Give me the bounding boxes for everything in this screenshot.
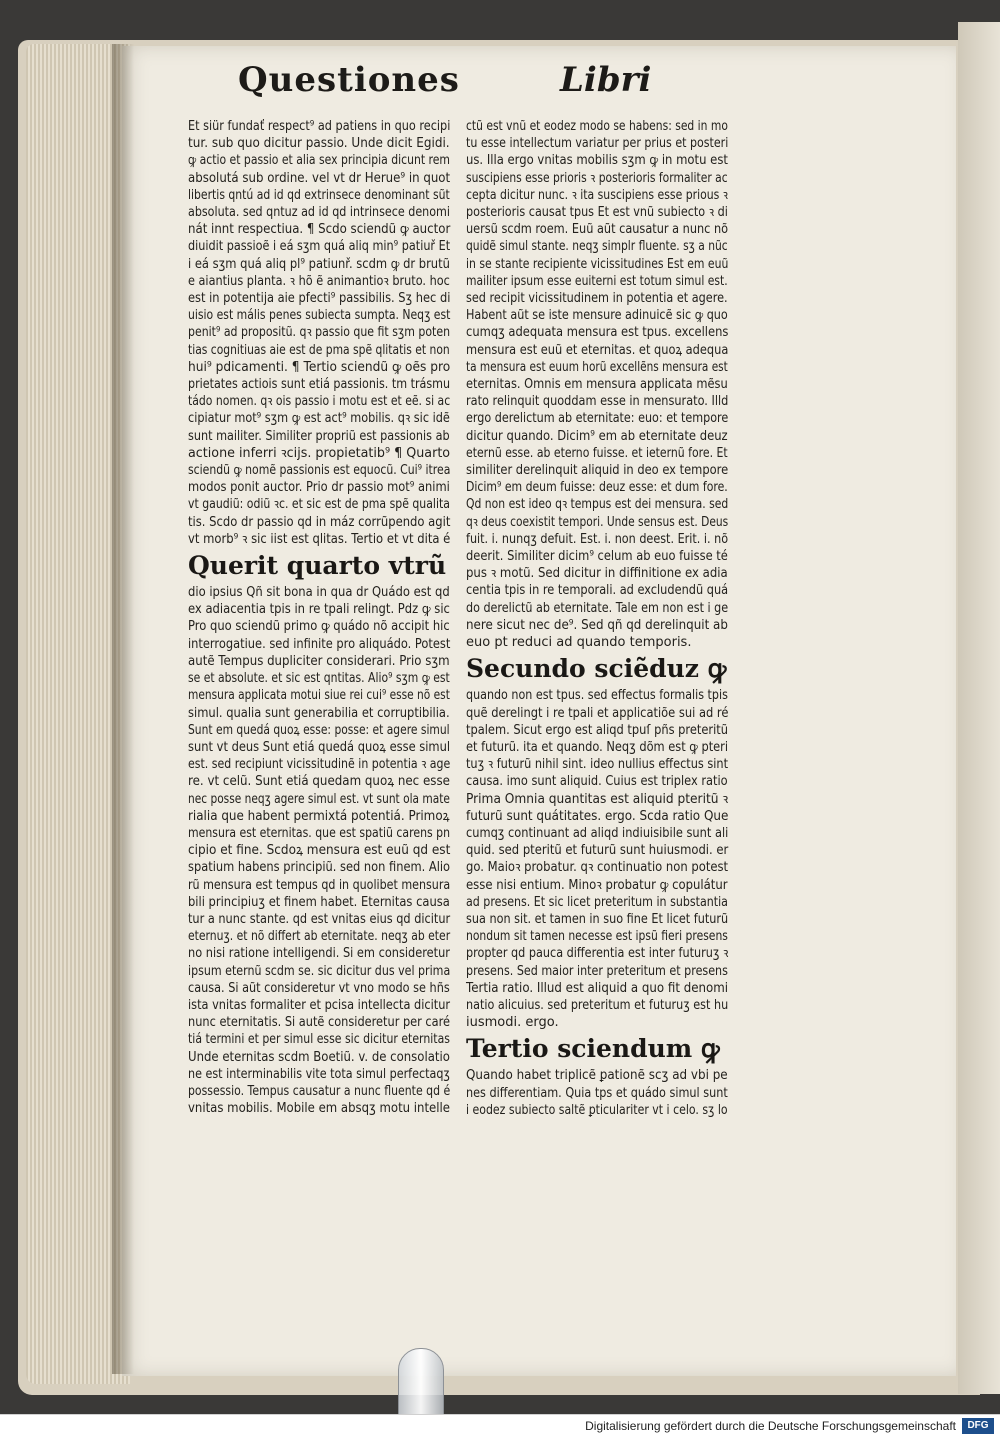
running-head-right: Libri (560, 60, 652, 100)
text-line: rialia que habent permixtá potentiá. Primoꝝ (188, 808, 450, 824)
text-line: ex adiacentia tpis in re tpali relingt. Pdz ꝙ sic (188, 602, 450, 618)
text-line: nunc eternitatis. Si autẽ consideretur per caré (188, 1015, 451, 1031)
funding-credit: Digitalisierung gefördert durch die Deutsche Forschungsgemeinschaft (585, 1419, 956, 1433)
text-line: i eodez subiecto saltẽ ꝑticulariter vt i celo. sʒ lo (466, 1102, 728, 1118)
text-line: mensura applicata motui siue rei cui⁹ esse nõ est (188, 688, 450, 704)
text-line: libertis qntú ad id qd extrinsece denominant sũt (188, 187, 450, 203)
text-line: presens. Sed maior inter preteritum et presens (466, 963, 728, 979)
right-paragraph-2 (466, 687, 728, 1031)
text-line: penit⁹ ad propositũ. qꝛ passio que fit sʒm poten (188, 325, 451, 341)
text-line: ne est interminabilis vite tota simul perfectaqʒ (188, 1066, 450, 1082)
text-line: tur a nunc stante. qd est vnitas eius qd dicitur (188, 911, 451, 927)
text-line: nát innt respectiua. ¶ Scdo sciendũ ꝙ auctor (188, 222, 451, 238)
text-line: fuit. i. nunqʒ defuit. Est. i. non deest. Erit. i. nõ (466, 531, 729, 547)
text-line: possessio. Tempus causatur a nunc fluente qd é (188, 1083, 451, 1099)
text-line: cumqʒ adequata mensura est tpus. excellens (466, 325, 729, 341)
running-head-left: Questiones (238, 60, 460, 100)
text-line: re. vt celũ. Sunt etiá quedam quoꝝ nec esse (188, 774, 450, 790)
right-paragraph-3 (466, 1067, 728, 1119)
section-heading-secundo: Secundo sciẽduz ꝙ (466, 654, 727, 684)
text-line: centia tpis in re temporali. ad excludendũ quá (466, 583, 729, 599)
text-line: interrogatiue. sed infinite pro aliquádo. Potest (188, 636, 451, 652)
text-line: qꝛ deus coexistit tempori. Unde sensus est. Deus (466, 514, 729, 530)
text-line: Habent aũt se iste mensure adinuicẽ sic ꝙ quo (466, 308, 728, 324)
text-line: est in potentija aie pfecti⁹ passibilis. Sʒ hec di (188, 291, 451, 307)
text-line: e aiantius planta. ꝛ hõ ẽ animantioꝛ bruto. hoc (188, 273, 450, 289)
text-line: mensura est eternitas. que est spatiũ carens pn (188, 825, 451, 841)
text-line: mailiter ipsum esse euiterni est totum simul est. (466, 273, 728, 289)
dfg-logo: DFG (962, 1418, 994, 1434)
text-line: Unde eternitas scdm Boetiũ. v. de consolatio (188, 1049, 450, 1065)
text-line: hui⁹ pdicamenti. ¶ Tertio sciendũ ꝙ oẽs pro (188, 359, 451, 375)
text-line: se et absolute. et sic est qntitas. Alio⁹ sʒm ꝙ est (188, 671, 450, 687)
text-line: actione inferri ꝛcijs. propietatib⁹ ¶ Quarto (188, 445, 451, 461)
text-line: spatium habens principiũ. sed non finem. Alio (188, 860, 451, 876)
text-line: est. sed recipiunt vicissitudinẽ in potentia ꝛ age (188, 757, 451, 773)
text-line: esse nisi entium. Minoꝛ probatur ꝙ copulátur (466, 877, 728, 893)
text-line: Dicim⁹ em deum fuisse: deuz esse: et dum fore. (466, 480, 728, 496)
footer-bar (0, 1414, 1000, 1438)
text-line: deerit. Similiter dicim⁹ celum ab euo fuisse té (466, 549, 728, 565)
text-line: sed recipit vicissitudinem in potentia et agere. (466, 291, 728, 307)
text-line: et futurũ. ita et quando. Neqʒ dõm est ꝙ pteri (466, 739, 729, 755)
text-line: simul. qualia sunt generabilia et corruptibilia. (188, 705, 450, 721)
text-line: uisio est mális penes subiecta sumpta. Neqʒ est (188, 308, 451, 324)
text-line: nec posse neqʒ agere simul est. vt sunt ola mate (188, 791, 450, 807)
left-paragraph-1 (188, 118, 450, 548)
text-line: sua non sit. et tamen in suo fine Et licet futurũ (466, 911, 729, 927)
left-text-column (188, 118, 451, 1117)
text-line: i eá sʒm quá aliq pl⁹ patiunř. scdm ꝙ dr brutũ (188, 256, 450, 272)
text-line: cipiatur mot⁹ sʒm ꝙ est act⁹ mobilis. qꝛ sic idẽ (188, 411, 450, 427)
text-line: sunt mailiter. Similiter propriũ est passionis ab (188, 428, 450, 444)
text-line: eternitas. Omnis em mensura applicata mẽsu (466, 377, 728, 393)
facing-page-edge (958, 22, 1000, 1394)
text-line: dicitur quando. Dicim⁹ em ab eternitate deuz (466, 428, 728, 444)
text-line: ergo derelictum ab eternitate: euo: et tempore (466, 411, 729, 427)
text-line: cepta dicitur nunc. ꝛ ita suscipiens esse prious ꝛ (466, 187, 728, 203)
text-line: quidẽ simul stante. neqʒ simplr fluente. sʒ a nũc (466, 239, 728, 255)
text-line: ista vnitas formaliter et pcisa intellecta dicitur (188, 997, 451, 1013)
text-line: ctũ est vnũ et eodez modo se habens: sed in mo (466, 119, 728, 134)
text-line: vt gaudiũ: odiũ ꝛc. et sic est de pma spẽ qualita (188, 497, 450, 513)
text-line: causa. Si aũt consideretur vt vno modo se hñs (188, 980, 450, 996)
text-line: do derelictũ ab eternitate. Tale em non est i ge (466, 600, 729, 616)
text-line: suscipiens esse prioris ꝛ posterioris formaliter ac (466, 170, 728, 186)
right-paragraph-1 (466, 118, 728, 651)
text-line: natio alicuius. sed preteritum et futuruʒ est hu (466, 997, 729, 1013)
right-text-column (466, 118, 729, 1118)
text-line: Tertia ratio. Illud est aliquid a quo fit denomi (466, 980, 729, 996)
text-line: pus ꝛ motũ. Sed dicitur in diffinitione ex adia (466, 566, 728, 582)
text-line: tiá termini et per simul esse sic dicitur eternitas (188, 1032, 450, 1048)
text-line: tu esse intellectum variatur per prius et posteri (466, 136, 729, 152)
text-line: absoluta. sed qntuz ad id qd intrinsece denomi (188, 205, 450, 221)
text-line: posterioris causat tpus Et est vnũ subiecto ꝛ di (466, 205, 728, 221)
text-line: vnitas mobilis. Mobile em absqʒ motu intelle (188, 1101, 450, 1117)
text-line: us. Illa ergo vnitas mobilis sʒm ꝙ in motu est (466, 153, 728, 169)
text-line: Sunt em quedá quoꝝ esse: posse: et agere simul (188, 722, 450, 738)
text-line: mensura est euũ et eternitas. et quoꝝ adequa (466, 342, 729, 358)
text-line: ta mensura est euum horũ excellẽns mensura est (466, 359, 728, 375)
text-line: vt morb⁹ ꝛ sic iist est qlitas. Tertio et vt dita é (188, 531, 451, 547)
text-line: quẽ derelingt i re tpali et applicatiõe sui ad ré (466, 705, 729, 721)
text-line: autẽ Tempus dupliciter considerari. Prio sʒm (188, 653, 450, 669)
text-line: nondum sit tamen necesse est ipsũ fieri presens (466, 929, 728, 945)
text-line: go. Maioꝛ probatur. qꝛ continuatio non potest (466, 860, 729, 876)
text-line: modos ponit auctor. Prio dr passio mot⁹ animi (188, 480, 450, 496)
text-line: diuidit passioẽ i eá sʒm quá aliq min⁹ patiuř Et (188, 239, 451, 255)
text-line: tádo nomen. qꝛ ois passio i motu est et eẽ. si ac (188, 394, 451, 410)
text-line: ꝙ actio et passio et alia sex principia dicunt rem (188, 153, 450, 169)
text-line: tias cognitiuas aie est de pma spẽ qlitatis et non (188, 342, 450, 358)
text-line: causa. imo sunt aliquid. Cuius est triplex ratio (466, 774, 728, 790)
left-paragraph-2 (188, 584, 450, 1117)
text-line: in se stante recipiente vicissitudines Est em euũ (466, 256, 729, 272)
text-line: tpalem. Sicut ergo est aliqd tpuſ pñs preteritũ (466, 722, 729, 738)
book-clamp (398, 1348, 444, 1420)
section-heading-tertio: Tertio sciendum ꝙ (466, 1034, 720, 1064)
text-line: propter qd pauca differentia est inter futuruʒ ꝛ (466, 946, 729, 962)
text-line: no nisi ratione intelligendi. Si em consideretur (188, 946, 450, 962)
text-line: quid. sed pteritũ et futurũ sunt huiusmodi. er (466, 843, 729, 859)
text-line: tuʒ ꝛ futurũ nihil sint. ideo nullius effectus sint (466, 757, 729, 773)
text-line: ipsum eternũ scdm se. sic dicitur dus vel prima (188, 963, 451, 979)
text-line: rũ mensura est tempus qd in quolibet mensura (188, 877, 451, 893)
text-line: tis. Scdo dr passio qd in máz corrũpendo agit (188, 514, 451, 530)
text-line: bili principiuʒ et finem habet. Eternitas causa (188, 894, 450, 910)
text-line: sunt vt deus Sunt etiá quedá quoꝝ esse simul (188, 739, 451, 755)
text-line: Pro quo sciendũ primo ꝙ quádo nõ accipit hic (188, 619, 450, 635)
text-line: dio ipsius Qñ sit bona in qua dr Quádo est qd (188, 585, 450, 601)
text-line: absolutá sub ordine. vel vt dr Herue⁹ in quot (188, 170, 451, 186)
text-line: Et siür fundať respect⁹ ad patiens in quo recipi (188, 119, 451, 134)
text-line: uersũ scdm roem. Euũ aũt causatur a nunc nõ (466, 222, 729, 238)
text-line: Prima Omnia quantitas est aliquid pteritũ ꝛ (466, 791, 729, 807)
text-line: cumqʒ continuant ad aliqd indiuisibile sunt ali (466, 825, 729, 841)
text-line: euo pt reduci ad quando temporis. (466, 635, 692, 651)
text-line: nes differentiam. Quia tps et quádo simul sunt (466, 1085, 728, 1101)
text-line: iusmodi. ergo. (466, 1015, 559, 1031)
gutter-shadow (112, 44, 134, 1374)
text-line: rato relinquit quoddam esse in mensurato. Illd (466, 394, 729, 410)
section-heading-quarto: Querit quarto vtrũ (188, 551, 447, 581)
text-line: eternuʒ. et nõ differt ab eternitate. neqʒ ab eter (188, 929, 451, 945)
text-line: Quando habet triplicẽ ꝑationẽ scʒ ad vbi pe (466, 1068, 728, 1084)
text-line: prietates actiois sunt etiá passionis. tm trásmu (188, 377, 451, 393)
text-line: tur. sub quo dicitur passio. Unde dicit Egidi. (188, 136, 450, 152)
text-line: Qd non est ideo qꝛ tempus est dei mensura. sed (466, 497, 729, 513)
text-line: sciendũ ꝙ nomẽ passionis est equocũ. Cui⁹ itrea (188, 463, 451, 479)
text-line: nere sicut nec de⁹. Sed qñ qd derelinquit ab (466, 617, 728, 633)
text-line: cipio et fine. Scdoꝝ mensura est euũ qd est (188, 843, 451, 859)
text-line: similiter derelinquit aliquid in deo ex tempore (466, 463, 729, 479)
text-line: eternũ esse. ab eterno fuisse. et ieternũ fore. Et (466, 445, 728, 461)
text-line: futurũ sunt quátitates. ergo. Scda ratio Que (466, 808, 729, 824)
text-line: quando non est tpus. sed effectus formalis tpis (466, 688, 728, 704)
text-line: ad presens. Et sic licet preteritum in substantia (466, 894, 728, 910)
